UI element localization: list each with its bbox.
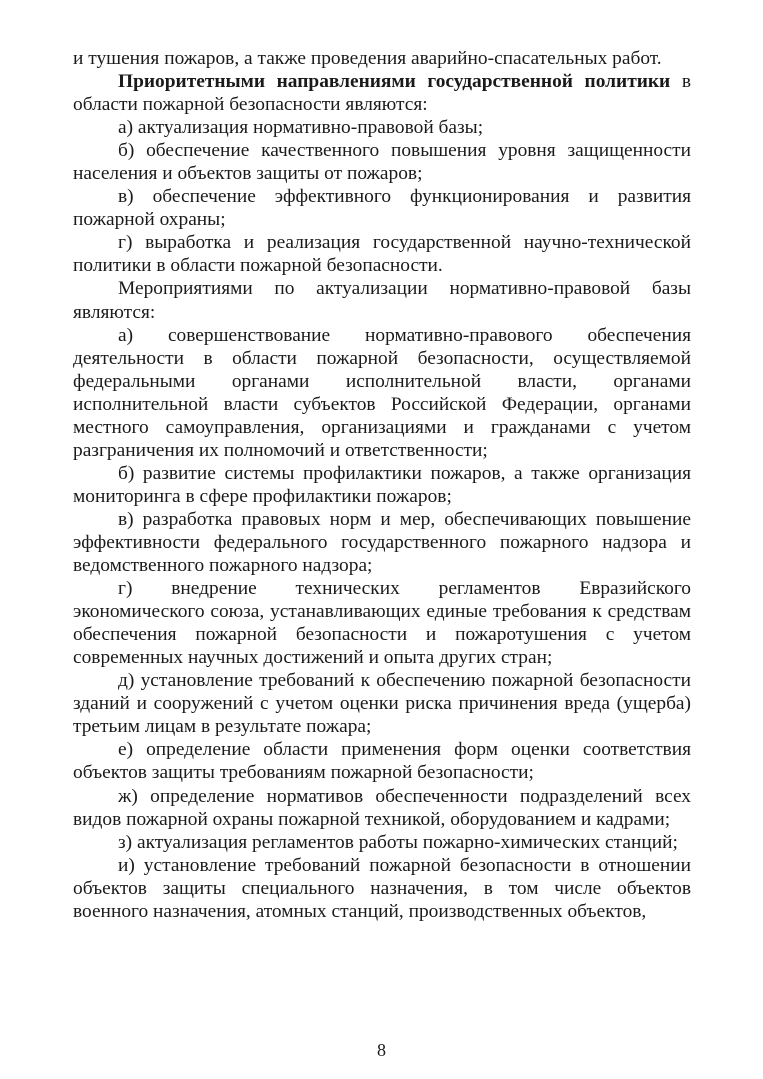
- list-item: з) актуализация регламентов работы пожарно-химических станций;: [118, 831, 678, 853]
- list-item: г) выработка и реализация государственной научно-технической политики в области пожарной безопасности.: [73, 232, 691, 277]
- bold-lead-phrase: Приоритетными направлениями государственной политики: [118, 71, 671, 93]
- list-item: и) установление требований пожарной безопасности в отношении объектов защиты специального назначения, в том числе объектов военного назначения, атомных станций, производственных объектов,: [73, 854, 691, 922]
- paragraph-text: в области пожарной безопасности являются:: [73, 71, 691, 116]
- list-item: б) развитие системы профилактики пожаров, а также организация мониторинга в сфере профилактики пожаров;: [73, 462, 691, 507]
- paragraph-continuation: и тушения пожаров, а также проведения аварийно-спасательных работ.: [73, 48, 662, 69]
- list-item: в) разработка правовых норм и мер, обеспечивающих повышение эффективности федерального государственного пожарного надзора и ведомственного пожарного надзора;: [73, 508, 691, 577]
- list-item: а) актуализация нормативно-правовой базы;: [118, 117, 484, 139]
- list-item: а) совершенствование нормативно-правового обеспечения деятельности в области пожарной безопасности, осуществляемой федеральными органами исполнительной власти, органами исполнительной власти субъектов Российской Федерации, органами местного самоуправления, организациями и гражданами с учетом разграничения их полномочий и ответственности;: [73, 324, 691, 461]
- paragraph-measures-intro: Мероприятиями по актуализации нормативно-правовой базы являются:: [73, 278, 691, 323]
- list-item: д) установление требований к обеспечению пожарной безопасности зданий и сооружений с учетом оценки риска причинения вреда (ущерба) третьим лицам в результате пожара;: [73, 670, 691, 738]
- list-item: ж) определение нормативов обеспеченности подразделений всех видов пожарной охраны пожарной техникой, оборудованием и кадрами;: [73, 785, 691, 830]
- page-number: 8: [377, 1040, 386, 1060]
- paragraph-priorities: [73, 70, 691, 116]
- list-item: в) обеспечение эффективного функционирования и развития пожарной охраны;: [73, 186, 691, 231]
- list-item: б) обеспечение качественного повышения уровня защищенности населения и объектов защиты от пожаров;: [73, 140, 691, 185]
- list-item: г) внедрение технических регламентов Евразийского экономического союза, устанавливающих единые требования к средствам обеспечения пожарной безопасности и пожаротушения с учетом современных научных достижений и опыта других стран;: [73, 578, 691, 669]
- list-item: е) определение области применения форм оценки соответствия объектов защиты требованиям пожарной безопасности;: [73, 739, 691, 784]
- page-body: [73, 47, 691, 923]
